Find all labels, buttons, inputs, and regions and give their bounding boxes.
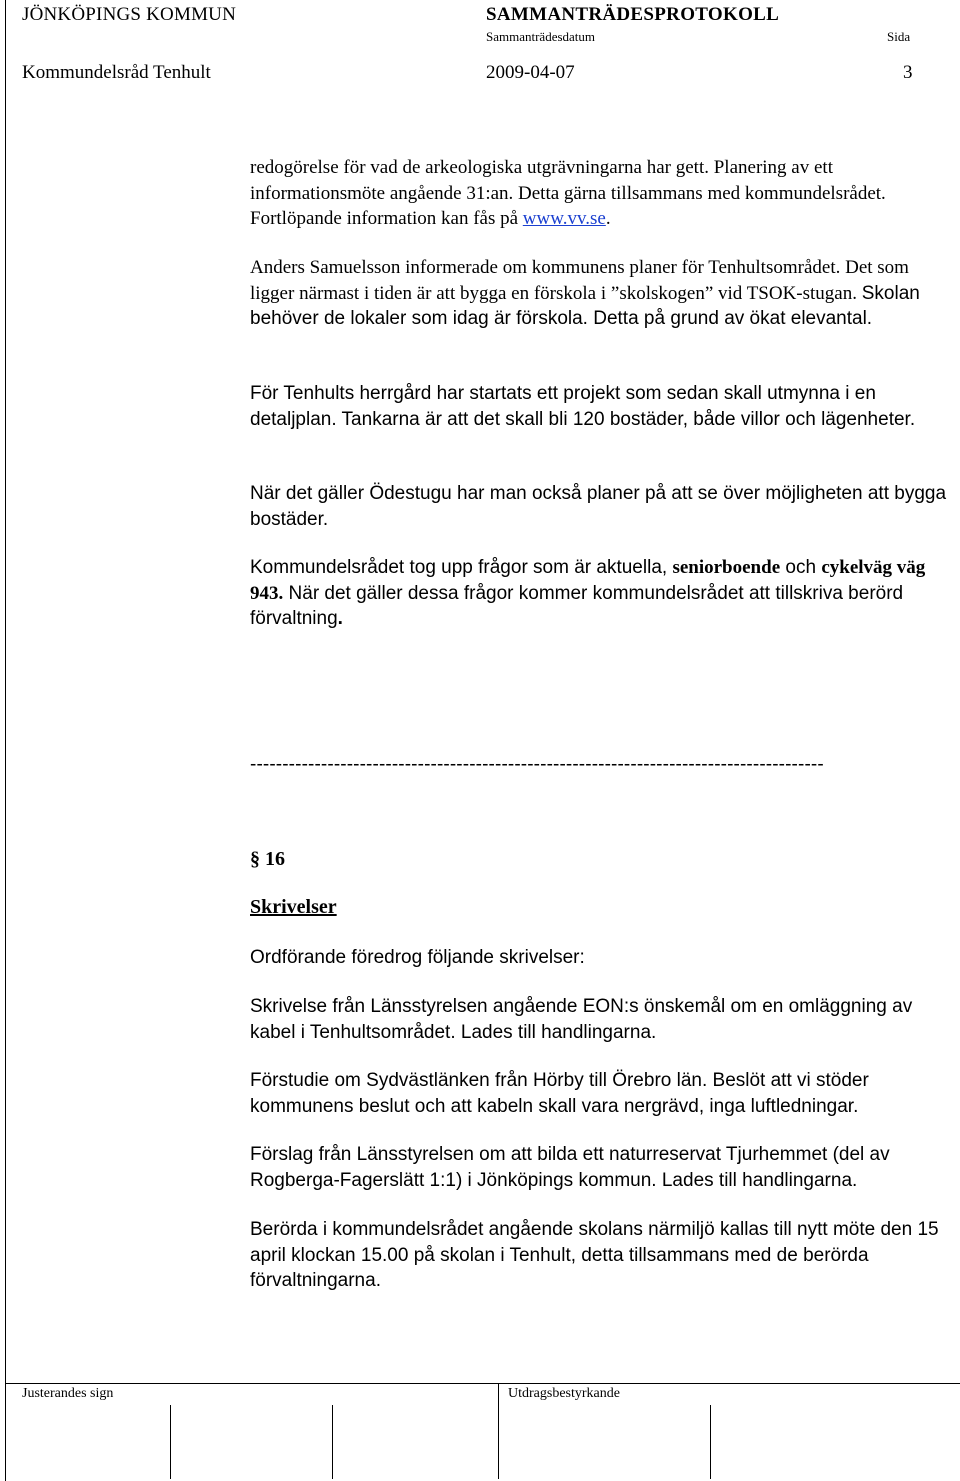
header-body-name: Kommundelsråd Tenhult xyxy=(22,62,211,83)
footer-certification-label: Utdragsbestyrkande xyxy=(508,1386,620,1401)
section-title: Skrivelser xyxy=(250,896,337,918)
header-organization: JÖNKÖPINGS KOMMUN xyxy=(22,4,237,25)
section-number: § 16 xyxy=(250,848,285,870)
paragraph-questions-period: . xyxy=(337,608,343,630)
paragraph-plans xyxy=(250,255,950,332)
header-document-type: SAMMANTRÄDESPROTOKOLL xyxy=(486,4,780,25)
header-meeting-date: 2009-04-07 xyxy=(486,62,575,83)
paragraph-archaeology-end: . xyxy=(605,208,611,230)
footer-divider-2 xyxy=(332,1405,333,1479)
page-left-border xyxy=(5,0,6,1481)
footer-divider-3 xyxy=(498,1383,499,1479)
list-item: Berörda i kommundelsrådet angående skolans närmiljö kallas till nytt möte den 15 april klockan 15.00 på skolan i Tenhult, detta tillsammans med de berörda förvaltningarna. xyxy=(250,1219,939,1292)
section-separator: ----------------------------------------------------------------------------------------- xyxy=(250,754,824,775)
paragraph-questions-text-a: Kommundelsrådet tog upp frågor som är aktuella, xyxy=(250,557,673,578)
footer-divider-1 xyxy=(170,1405,171,1479)
header-page-number: 3 xyxy=(903,62,913,83)
paragraph-plans-text-b: Skolan behöver de lokaler som idag är förskola. Detta på grund av ökat elevantal. xyxy=(250,282,920,330)
paragraph-plans-text-a: Anders Samuelsson informerade om kommunens planer för Tenhultsområdet. Det som ligger närmast i tiden är att bygga en förskola i ”skolskogen” vid TSOK-stugan. xyxy=(250,257,909,304)
paragraph-odestugu: När det gäller Ödestugu har man också planer på att se över möjligheten att bygga bostäder. xyxy=(250,483,947,530)
header-date-label: Sammanträdesdatum xyxy=(486,29,596,44)
section-intro: Ordförande föredrog följande skrivelser: xyxy=(250,947,585,968)
vv-se-link[interactable]: www.vv.se xyxy=(522,208,606,230)
paragraph-herrgard: För Tenhults herrgård har startats ett projekt som sedan skall utmynna i en detaljplan. Tankarna är att det skall bli 120 bostäder, både villor och lägenheter. xyxy=(250,383,916,430)
paragraph-archaeology-text: redogörelse för vad de arkeologiska utgrävningarna har gett. Planering av ett informationsmöte angående 31:an. Detta gärna tillsammans med kommundelsrådet. Fortlöpande information kan fås på xyxy=(250,157,886,230)
header-page-label: Sida xyxy=(887,29,911,44)
paragraph-questions xyxy=(250,555,950,632)
seniorboende-bold: seniorboende xyxy=(672,557,781,578)
footer-signature-label: Justerandes sign xyxy=(22,1386,114,1401)
list-item: Skrivelse från Länsstyrelsen angående EON:s önskemål om en omläggning av kabel i Tenhultsområdet. Lades till handlingarna. xyxy=(250,996,913,1043)
paragraph-questions-text-c: och xyxy=(780,557,822,578)
footer-top-rule xyxy=(5,1383,960,1384)
paragraph-archaeology xyxy=(250,155,950,232)
footer-divider-4 xyxy=(710,1405,711,1479)
cykelvag-bold: cykelväg väg 943. xyxy=(250,557,926,604)
list-item: Förstudie om Sydvästlänken från Hörby till Örebro län. Beslöt att vi stöder kommunens beslut och att kabeln skall vara nergrävd, inga luftledningar. xyxy=(250,1070,869,1117)
list-item: Förslag från Länsstyrelsen om att bilda ett naturreservat Tjurhemmet (del av Rogberga-Fagerslätt 1:1) i Jönköpings kommun. Lades till handlingarna. xyxy=(250,1144,890,1191)
paragraph-questions-text-d: När det gäller dessa frågor kommer kommundelsrådet att tillskriva berörd förvaltning xyxy=(250,582,904,630)
